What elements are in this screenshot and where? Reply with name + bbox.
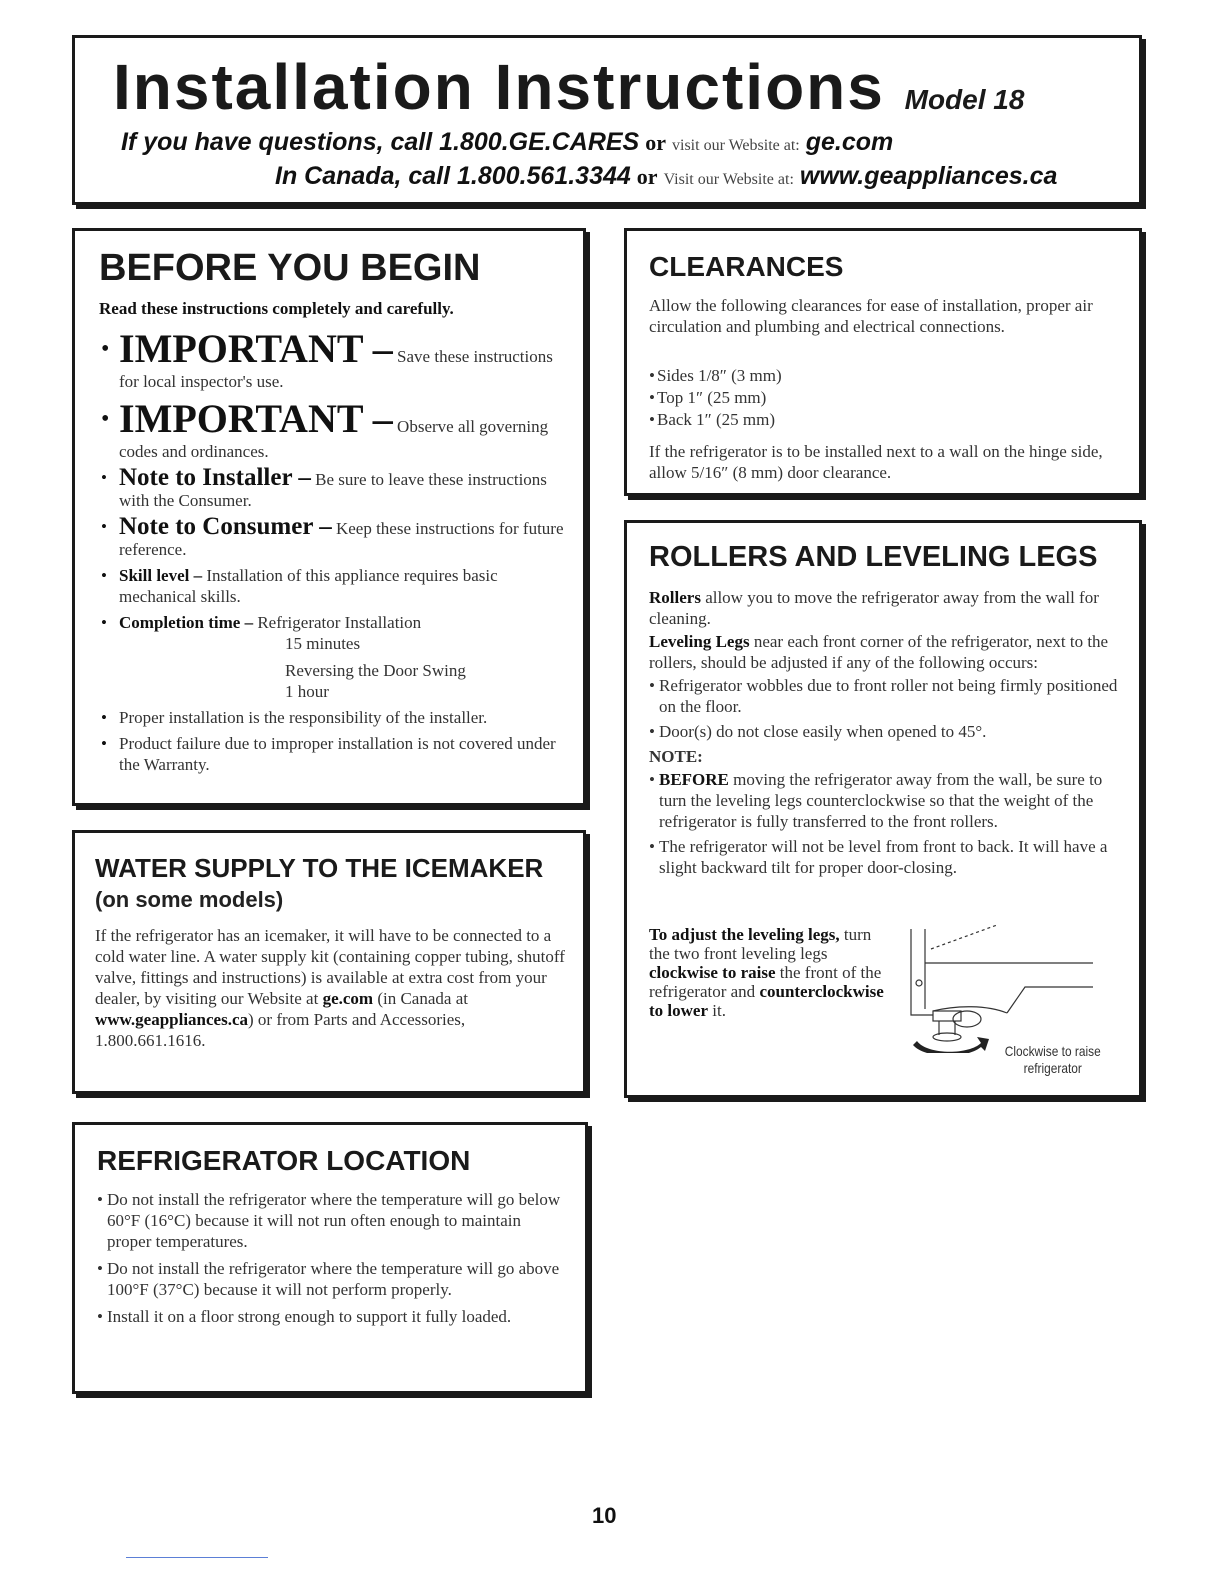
list-item [99, 513, 569, 560]
website-link[interactable]: www.geappliances.ca [95, 1010, 248, 1029]
list-item [99, 612, 569, 702]
adjust-label: To adjust the leveling legs, [649, 925, 840, 944]
leveling-leg-illustration [897, 923, 1097, 1053]
visit-text: visit our Website at: [672, 137, 800, 154]
or-text: or [645, 130, 666, 155]
completion-item: Reversing the Door Swing [285, 661, 466, 680]
section-heading: BEFORE YOU BEGIN [99, 247, 481, 289]
before-you-begin-section [72, 228, 586, 806]
illustration-caption: Clockwise to raise refrigerator [1004, 1043, 1101, 1076]
water-text: (in Canada at [377, 989, 468, 1008]
water-text: ) or from Parts and Accessories, 1.800.661.1616. [95, 1010, 466, 1050]
or-text: or [636, 164, 658, 189]
list-item [99, 397, 569, 462]
water-paragraph [95, 925, 575, 1051]
visit-text: Visit our Website at: [663, 171, 794, 188]
important-text: Save these instructions for local inspector's use. [119, 347, 553, 391]
clearances-list [649, 365, 782, 431]
list-item: • Refrigerator wobbles due to front roller not being firmly positioned on the floor. [649, 675, 1129, 717]
clearances-outro: If the refrigerator is to be installed next to a wall on the hinge side, allow 5/16″ (8 mm) door clearance. [649, 442, 1103, 482]
legs-paragraph [649, 631, 1129, 673]
adjust-instructions [649, 925, 889, 1020]
canada-phone: In Canada, call 1.800.561.3344 [275, 162, 631, 190]
refrigerator-location-section [72, 1122, 588, 1394]
clearances-intro: Allow the following clearances for ease of installation, proper air circulation and plumbing and electrical connections. [649, 296, 1093, 336]
list-item: • Top 1″ (25 mm) [649, 387, 782, 409]
important-label: IMPORTANT – [119, 326, 393, 371]
list-item: • Sides 1/8″ (3 mm) [649, 365, 782, 387]
contact-line-us [121, 128, 893, 157]
section-heading: WATER SUPPLY TO THE ICEMAKER [95, 853, 544, 883]
adjust-text: the front of the refrigerator and [649, 963, 882, 1001]
before-text: moving the refrigerator away from the wall, be sure to turn the leveling legs counterclockwise so that the weight of the refrigerator is fully transferred to the front rollers. [659, 770, 1103, 831]
section-heading: ROLLERS AND LEVELING LEGS [649, 541, 1098, 573]
rollers-content [649, 587, 1129, 882]
rollers-leveling-section [624, 520, 1142, 1098]
header-box [72, 35, 1142, 205]
intro-text: Read these instructions completely and carefully. [99, 299, 454, 318]
legs-label: Leveling Legs [649, 632, 750, 651]
note-consumer-text: Keep these instructions for future reference. [119, 519, 564, 559]
adjust-counterclockwise: counterclockwise to lower [649, 982, 884, 1020]
list-item: • Do not install the refrigerator where the temperature will go below 60°F (16°C) because it will not run often enough to maintain proper temperatures. [97, 1189, 567, 1252]
begin-list [99, 327, 569, 780]
adjust-text: it. [712, 1001, 726, 1020]
note-label: NOTE: [649, 747, 703, 766]
website-link[interactable]: ge.com [322, 989, 374, 1008]
important-label: IMPORTANT – [119, 396, 393, 441]
model-label: Model 18 [904, 84, 1025, 115]
title-text: Installation Instructions [113, 51, 885, 123]
legs-text: near each front corner of the refrigerator, next to the rollers, should be adjusted if any of the following occurs: [649, 632, 1109, 672]
note-installer-label: Note to Installer – [119, 464, 311, 491]
location-list [97, 1189, 567, 1333]
important-text: Observe all governing codes and ordinances. [119, 417, 549, 461]
water-text: If the refrigerator has an icemaker, it will have to be connected to a cold water line. A water supply kit (containing copper tubing, shutoff valve, fittings and instructions) is available at extra cost from your dealer, by visiting our Website at [95, 926, 565, 1008]
list-item: • Back 1″ (25 mm) [649, 409, 782, 431]
water-supply-section [72, 830, 586, 1094]
canada-website-link[interactable]: www.geappliances.ca [799, 162, 1058, 190]
note-installer-text: Be sure to leave these instructions with the Consumer. [119, 470, 547, 510]
before-label: BEFORE [659, 770, 729, 789]
adjust-text: turn the two front leveling legs [649, 925, 872, 963]
list-item: • Door(s) do not close easily when opened to 45°. [649, 721, 1129, 742]
completion-label: Completion time – [119, 613, 254, 632]
list-item: • Install it on a floor strong enough to support it fully loaded. [97, 1306, 567, 1327]
page-number: 10 [592, 1503, 617, 1528]
note-consumer-label: Note to Consumer – [119, 513, 332, 540]
section-subheading: (on some models) [95, 887, 284, 912]
list-item: • The refrigerator will not be level from front to back. It will have a slight backward tilt for proper door-closing. [649, 836, 1129, 878]
rollers-label: Rollers [649, 588, 701, 607]
list-item [649, 769, 1129, 832]
list-item [99, 327, 569, 392]
skill-label: Skill level – [119, 566, 203, 585]
list-item [99, 565, 569, 607]
us-phone: If you have questions, call 1.800.GE.CARES [121, 128, 640, 156]
list-item: • Proper installation is the responsibility of the installer. [99, 707, 569, 728]
list-item: • Do not install the refrigerator where the temperature will go above 100°F (37°C) because it will not perform properly. [97, 1258, 567, 1300]
completion-time: 15 minutes [285, 634, 361, 653]
footer-rule [126, 1557, 268, 1558]
rollers-text: allow you to move the refrigerator away from the wall for cleaning. [649, 588, 1099, 628]
list-item [99, 464, 569, 511]
rollers-paragraph [649, 587, 1129, 629]
list-item: • Product failure due to improper installation is not covered under the Warranty. [99, 733, 569, 775]
us-website-link[interactable]: ge.com [805, 128, 894, 156]
section-heading: CLEARANCES [649, 251, 844, 282]
section-heading: REFRIGERATOR LOCATION [97, 1145, 471, 1176]
page-title [113, 50, 1024, 124]
completion-time: 1 hour [285, 682, 329, 701]
completion-item: Refrigerator Installation [257, 613, 422, 632]
contact-line-canada [275, 162, 1057, 191]
adjust-clockwise: clockwise to raise [649, 963, 776, 982]
skill-text: Installation of this appliance requires basic mechanical skills. [119, 566, 498, 606]
clearances-section [624, 228, 1142, 496]
